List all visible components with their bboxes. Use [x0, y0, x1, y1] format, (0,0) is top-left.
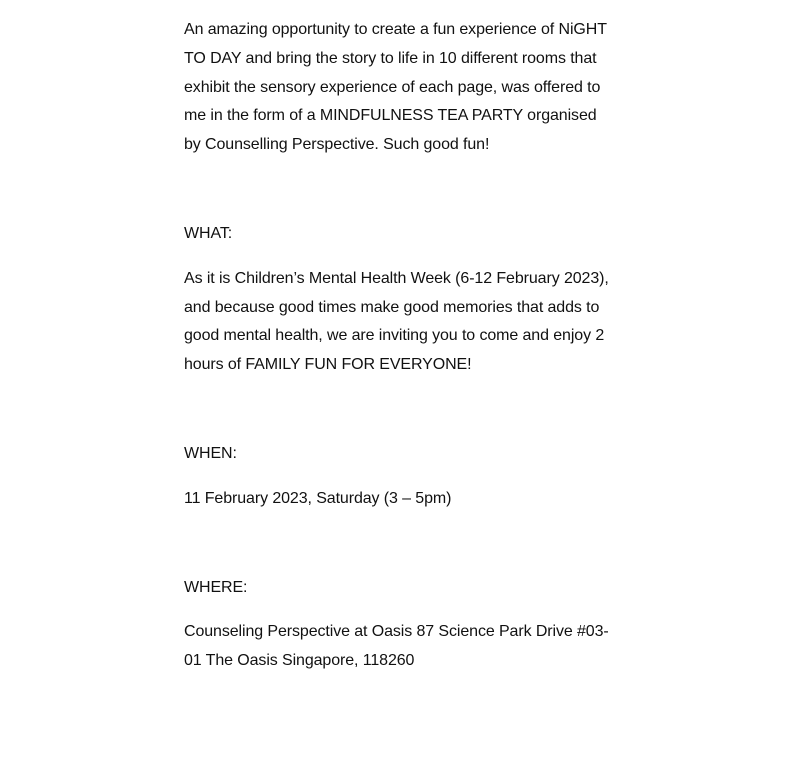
what-heading: WHAT: [184, 224, 233, 242]
what-paragraph: As it is Children’s Mental Health Week (6-12 February 2023), and because good times make good memories that adds to good mental health, we are inviting you to come and enjoy 2 hours of FAMILY FUN FOR EVERYONE! [184, 269, 609, 374]
section-spacer [184, 160, 614, 220]
heading-gap [184, 249, 614, 265]
heading-gap [184, 602, 614, 618]
when-heading: WHEN: [184, 444, 237, 462]
article-body [184, 16, 614, 676]
where-heading: WHERE: [184, 578, 248, 596]
section-spacer [184, 380, 614, 440]
heading-gap [184, 469, 614, 485]
when-paragraph: 11 February 2023, Saturday (3 – 5pm) [184, 489, 452, 507]
intro-paragraph: An amazing opportunity to create a fun experience of NiGHT TO DAY and bring the story to life in 10 different rooms that exhibit the sensory experience of each page, was offered to me in the form of a MINDFULNESS TEA PARTY organised by Counselling Perspective. Such good fun! [184, 21, 607, 154]
where-paragraph: Counseling Perspective at Oasis 87 Science Park Drive #03-01 The Oasis Singapore, 118260 [184, 623, 609, 670]
section-spacer [184, 514, 614, 574]
